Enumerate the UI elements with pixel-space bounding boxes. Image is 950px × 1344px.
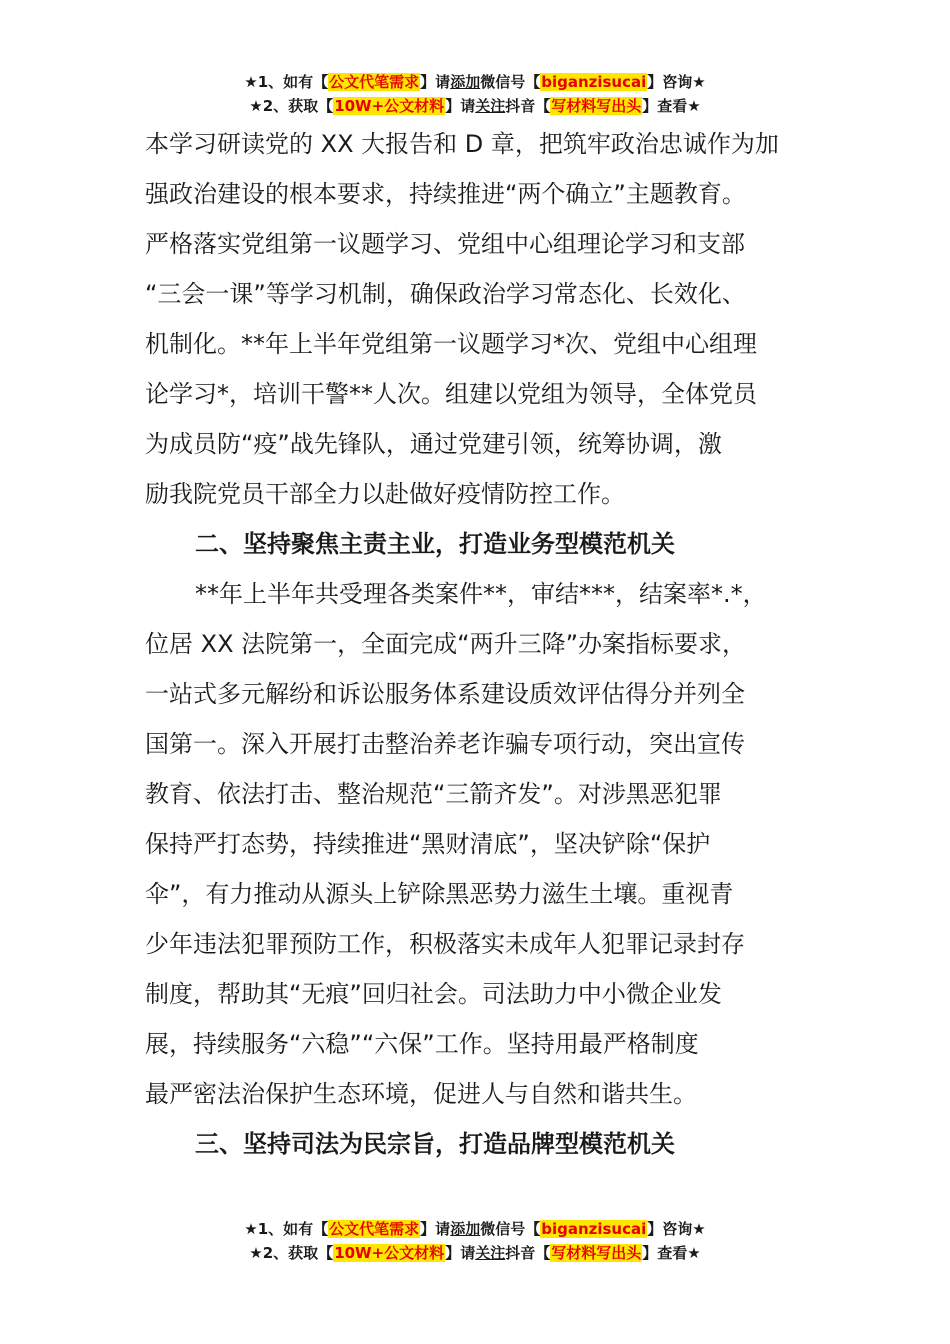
- body-line: 强政治建设的根本要求，持续推进“两个确立”主题教育。: [145, 180, 746, 208]
- banner-text: ★2、获取【: [249, 1244, 334, 1262]
- banner-text: 微信号【: [480, 1220, 541, 1238]
- body-line: **年上半年共受理各类案件**，审结***，结案率*.*，: [195, 580, 767, 608]
- banner-line-2: [0, 94, 950, 118]
- banner-text: 抖音【: [505, 97, 551, 115]
- body-line: 励我院党员干部全力以赴做好疫情防控工作。: [145, 480, 625, 508]
- banner-text: 】查看★: [642, 97, 701, 115]
- body-line: 位居 XX 法院第一，全面完成“两升三降”办案指标要求，: [145, 630, 747, 658]
- banner-text: 】咨询★: [647, 73, 706, 91]
- body-line: 国第一。深入开展打击整治养老诈骗专项行动，突出宣传: [145, 730, 745, 758]
- banner-text: 】请: [445, 97, 476, 115]
- banner-highlight: 10W+公文材料: [334, 97, 445, 115]
- body-line: 为成员防“疫”战先锋队，通过党建引领，统筹协调，激: [145, 430, 722, 458]
- banner-text: 微信号【: [480, 73, 541, 91]
- section-heading-3: 三、坚持司法为民宗旨，打造品牌型模范机关: [195, 1130, 675, 1158]
- banner-text: 】请: [420, 73, 451, 91]
- body-line: 严格落实党组第一议题学习、党组中心组理论学习和支部: [145, 230, 745, 258]
- banner-underlined: 关注: [475, 1244, 506, 1262]
- body-line: 少年违法犯罪预防工作，积极落实未成年人犯罪记录封存: [145, 930, 745, 958]
- body-line: 展，持续服务“六稳”“六保”工作。坚持用最严格制度: [145, 1030, 699, 1058]
- footer-banner: [0, 1217, 950, 1265]
- banner-text: ★2、获取【: [249, 97, 334, 115]
- body-line: 伞”，有力推动从源头上铲除黑恶势力滋生土壤。重视青: [145, 880, 734, 908]
- banner-text: ★1、如有【: [244, 73, 329, 91]
- banner-text: 】请: [445, 1244, 476, 1262]
- banner-text: ★1、如有【: [244, 1220, 329, 1238]
- section-heading-2: 二、坚持聚焦主责主业，打造业务型模范机关: [195, 530, 675, 558]
- banner-line-1: [0, 1217, 950, 1241]
- banner-text: 】查看★: [642, 1244, 701, 1262]
- body-line: 制度，帮助其“无痕”回归社会。司法助力中小微企业发: [145, 980, 722, 1008]
- banner-douyin-id: 写材料写出头: [551, 1244, 642, 1262]
- body-line: 论学习*，培训干警**人次。组建以党组为领导，全体党员: [145, 380, 757, 408]
- banner-underlined: 添加: [450, 1220, 481, 1238]
- body-line: 最严密法治保护生态环境，促进人与自然和谐共生。: [145, 1080, 697, 1108]
- banner-highlight: 公文代笔需求: [329, 1220, 420, 1238]
- banner-line-1: [0, 70, 950, 94]
- banner-wechat-id: biganzisucai: [541, 1220, 647, 1238]
- banner-line-2: [0, 1241, 950, 1265]
- banner-text: 】请: [420, 1220, 451, 1238]
- banner-wechat-id: biganzisucai: [541, 73, 647, 91]
- header-banner: [0, 70, 950, 118]
- banner-highlight: 公文代笔需求: [329, 73, 420, 91]
- document-body: [145, 126, 810, 1176]
- body-line: 机制化。**年上半年党组第一议题学习*次、党组中心组理: [145, 330, 757, 358]
- banner-douyin-id: 写材料写出头: [551, 97, 642, 115]
- body-line: 教育、依法打击、整治规范“三箭齐发”。对涉黑恶犯罪: [145, 780, 722, 808]
- body-line: “三会一课”等学习机制，确保政治学习常态化、长效化、: [145, 280, 746, 308]
- banner-text: 】咨询★: [647, 1220, 706, 1238]
- banner-underlined: 添加: [450, 73, 481, 91]
- body-line: 一站式多元解纷和诉讼服务体系建设质效评估得分并列全: [145, 680, 745, 708]
- banner-underlined: 关注: [475, 97, 506, 115]
- banner-highlight: 10W+公文材料: [334, 1244, 445, 1262]
- banner-text: 抖音【: [505, 1244, 551, 1262]
- body-line: 本学习研读党的 XX 大报告和 D 章，把筑牢政治忠诚作为加: [145, 130, 779, 158]
- body-line: 保持严打态势，持续推进“黑财清底”，坚决铲除“保护: [145, 830, 711, 858]
